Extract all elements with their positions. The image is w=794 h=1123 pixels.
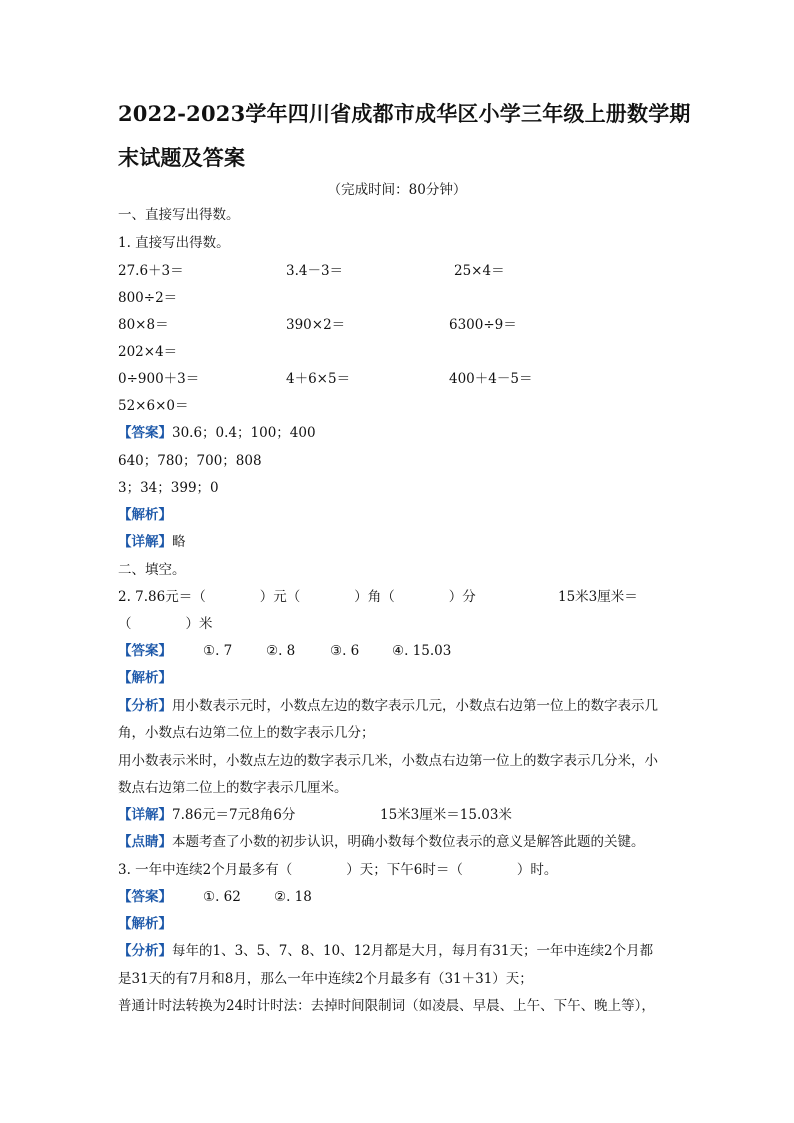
calc-item: 80×8＝ <box>118 317 169 333</box>
answer-text: 3；34；399；0 <box>118 480 219 496</box>
calc-item: 4＋6×5＝ <box>286 371 351 387</box>
answer-block <box>118 641 172 661</box>
detail-block <box>118 805 295 825</box>
calc-item: 800÷2＝ <box>118 290 178 306</box>
answer-item: ①. 7 <box>203 643 233 659</box>
fenxi-text: 角，小数点右边第二位上的数字表示几分； <box>118 725 375 741</box>
fenxi-text: 普通计时法转换为24时计时法：去掉时间限制词（如凌晨、早晨、上午、下午、晚上等）， <box>118 998 655 1014</box>
calc-item: 0÷900＋3＝ <box>118 371 200 387</box>
fenxi-text: 用小数表示米时，小数点左边的数字表示几米，小数点右边第一位上的数字表示几分米，小 <box>118 753 658 769</box>
answer-block <box>118 423 316 443</box>
fenxi-tag: 【分析】 <box>118 698 172 714</box>
dianjing-text: 本题考查了小数的初步认识，明确小数每个数位表示的意义是解答此题的关键。 <box>172 834 645 850</box>
dianjing-tag: 【点睛】 <box>118 834 172 850</box>
analysis-tag: 【解析】 <box>118 670 172 686</box>
calc-item: 3.4－3＝ <box>286 263 344 279</box>
document-title <box>118 92 698 180</box>
detail-block <box>118 532 186 552</box>
answer-item: ④. 15.03 <box>392 643 452 659</box>
section-heading-1: 一、直接写出得数。 <box>118 207 240 223</box>
answer-tag: 【答案】 <box>118 889 172 905</box>
calc-item: 27.6＋3＝ <box>118 263 184 279</box>
fenxi-text: 每年的1、3、5、7、8、10、12月都是大月，每月有31天；一年中连续2个月都 <box>172 943 654 959</box>
detail-tag: 【详解】 <box>118 807 172 823</box>
calc-item: 25×4＝ <box>454 263 505 279</box>
section-heading-2: 二、填空。 <box>118 562 186 578</box>
calc-item: 400＋4－5＝ <box>449 371 533 387</box>
detail-text: 7.86元＝7元8角6分 <box>172 807 296 823</box>
detail-tag: 【详解】 <box>118 534 172 550</box>
title-line-2: 末试题及答案 <box>118 145 246 170</box>
answer-text: 30.6；0.4；100；400 <box>172 425 316 441</box>
answer-item: ①. 62 <box>203 889 241 905</box>
dianjing-block <box>118 832 645 852</box>
analysis-block <box>118 941 653 961</box>
answer-item: ②. 18 <box>274 889 312 905</box>
calc-item: 202×4＝ <box>118 344 178 360</box>
calc-item: 52×6×0＝ <box>118 398 189 414</box>
answer-tag: 【答案】 <box>118 425 172 441</box>
question-2-text: 2. 7.86元＝（ ）元（ ）角（ ）分 <box>118 589 476 605</box>
fenxi-text: 数点右边第二位上的数字表示几厘米。 <box>118 780 348 796</box>
title-line-1: 2022-2023学年四川省成都市成华区小学三年级上册数学期 <box>118 101 691 126</box>
question-3-text: 3. 一年中连续2个月最多有（ ）天；下午6时＝（ ）时。 <box>118 862 558 878</box>
fenxi-text: 是31天的有7月和8月，那么一年中连续2个月最多有（31＋31）天； <box>118 971 533 987</box>
question-1-label: 1. 直接写出得数。 <box>118 235 230 251</box>
analysis-tag: 【解析】 <box>118 916 172 932</box>
question-2-text-b: 15米3厘米＝ <box>558 589 638 605</box>
fenxi-tag: 【分析】 <box>118 943 172 959</box>
question-2-text-cont: （ ）米 <box>118 616 213 632</box>
calc-item: 6300÷9＝ <box>449 317 517 333</box>
calc-row-1 <box>118 261 184 281</box>
subtitle: （完成时间：80分钟） <box>327 182 467 198</box>
analysis-tag: 【解析】 <box>118 507 172 523</box>
detail-text-b: 15米3厘米＝15.03米 <box>380 807 512 823</box>
answer-item: ③. 6 <box>330 643 360 659</box>
answer-tag: 【答案】 <box>118 643 172 659</box>
calc-item: 390×2＝ <box>286 317 346 333</box>
answer-block <box>118 887 172 907</box>
analysis-block <box>118 696 658 716</box>
fenxi-text: 用小数表示元时，小数点左边的数字表示几元，小数点右边第一位上的数字表示几 <box>172 698 658 714</box>
answer-item: ②. 8 <box>266 643 296 659</box>
detail-text: 略 <box>172 534 186 550</box>
answer-text: 640；780；700；808 <box>118 453 262 469</box>
